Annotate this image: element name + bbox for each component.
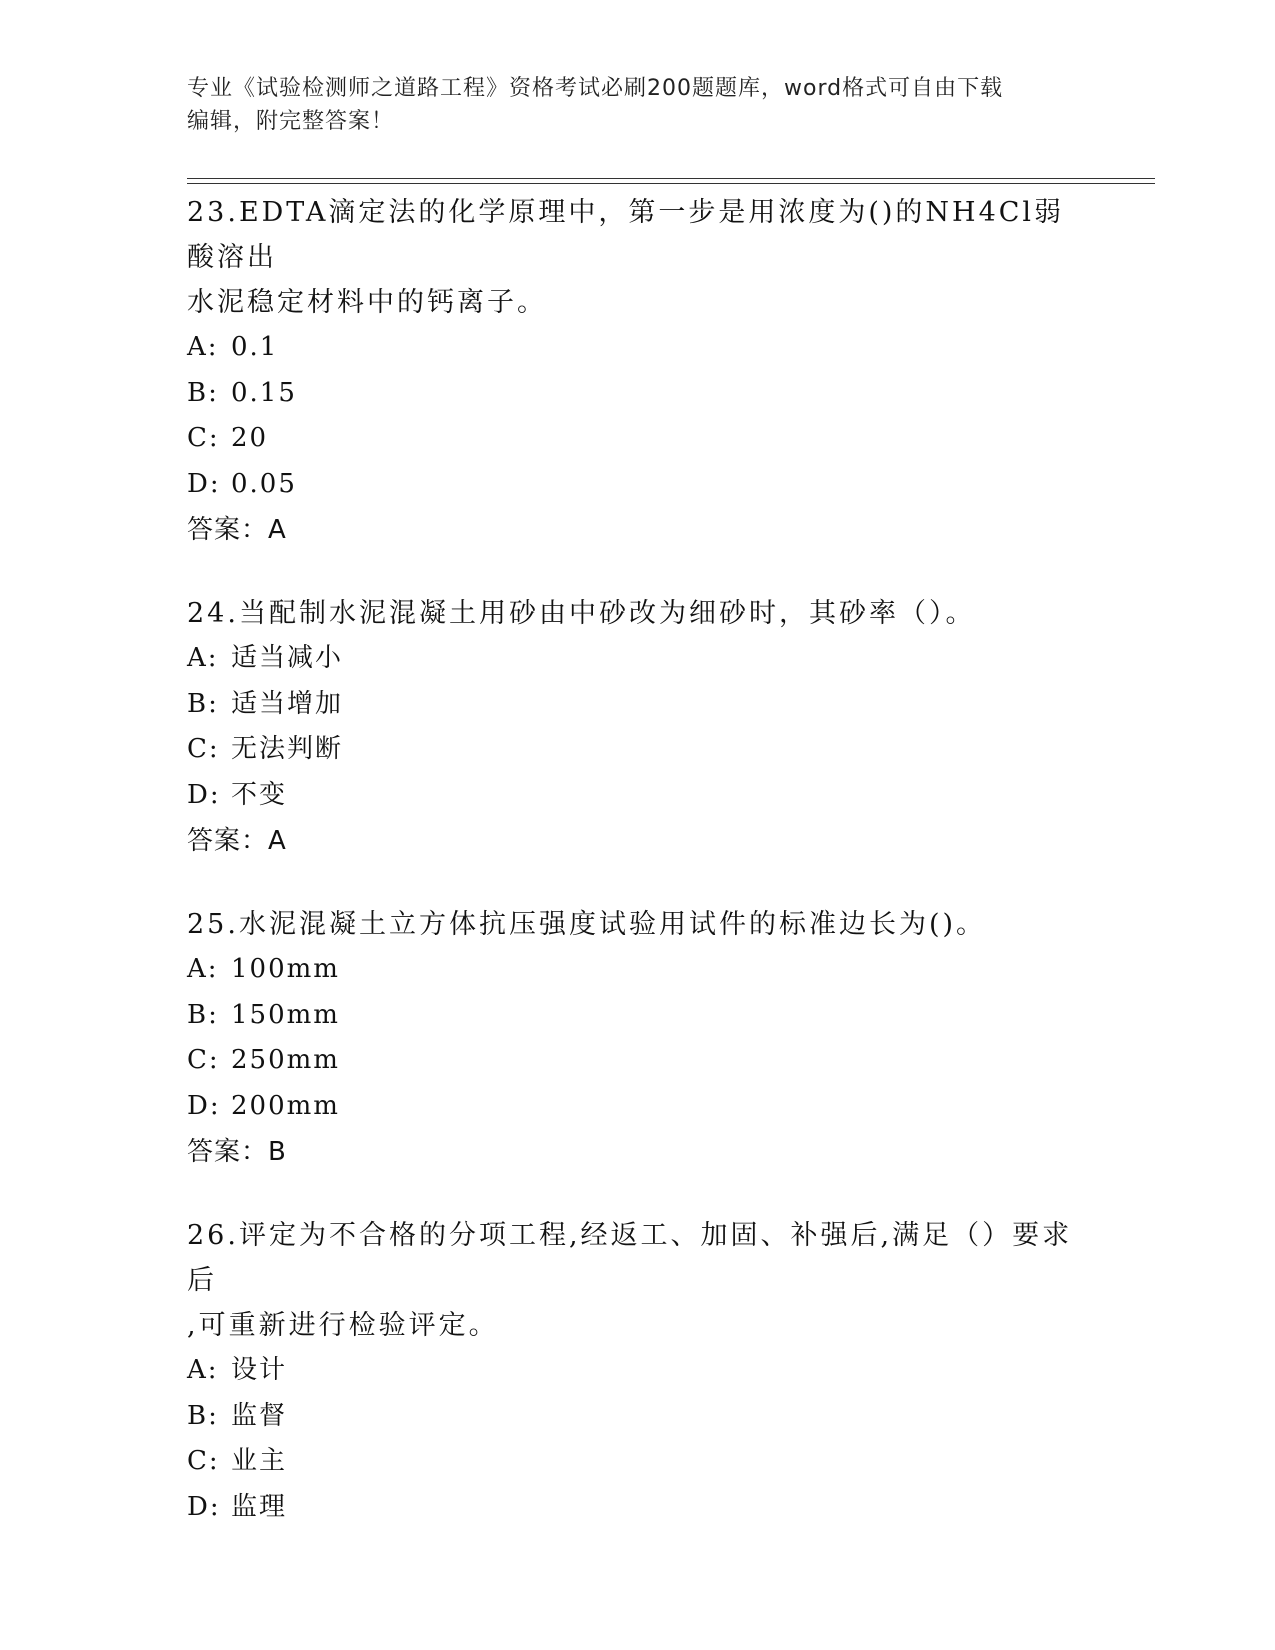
option-key: A: (187, 954, 219, 984)
option-value: 100mm (231, 954, 340, 984)
option-value: 监督 (231, 1400, 288, 1431)
question-26 (187, 1213, 1087, 1530)
option-value: 0.15 (231, 377, 297, 408)
option-b (187, 371, 1087, 417)
question-text-line-2: ,可重新进行检验评定。 (187, 1310, 499, 1341)
option-value: 0.05 (231, 468, 297, 499)
question-25 (187, 902, 1087, 1175)
option-d (187, 1485, 1087, 1531)
option-key: B: (187, 999, 219, 1030)
header-line-2: 编辑，附完整答案！ (187, 109, 395, 134)
option-key: D: (187, 1090, 221, 1121)
option-a (187, 1348, 1087, 1394)
option-value: 适当减小 (231, 643, 344, 673)
question-text-line-2: 水泥稳定材料中的钙离子。 (187, 287, 547, 318)
option-value: 250mm (231, 1045, 340, 1075)
option-key: A: (187, 332, 219, 362)
option-key: C: (187, 734, 220, 764)
option-value: 不变 (231, 779, 288, 810)
option-key: B: (187, 377, 219, 408)
option-value: 监理 (231, 1491, 288, 1522)
answer-line: 答案：A (187, 826, 287, 856)
option-value: 150mm (231, 999, 340, 1030)
option-b (187, 993, 1087, 1039)
option-value: 业主 (231, 1446, 288, 1476)
header-divider-top (187, 178, 1155, 179)
option-value: 20 (231, 423, 269, 453)
question-list (187, 190, 1087, 1568)
option-c (187, 416, 1087, 462)
option-value: 设计 (231, 1355, 288, 1385)
option-key: A: (187, 1355, 219, 1385)
option-value: 200mm (231, 1090, 340, 1121)
option-key: A: (187, 643, 219, 673)
option-key: B: (187, 1400, 219, 1431)
option-value: 适当增加 (231, 688, 344, 719)
option-key: D: (187, 1491, 221, 1522)
option-key: C: (187, 1045, 220, 1075)
question-text-line-1: 25.水泥混凝土立方体抗压强度试验用试件的标准边长为()。 (187, 909, 987, 940)
option-value: 0.1 (231, 332, 279, 362)
question-24 (187, 591, 1087, 864)
option-d (187, 462, 1087, 508)
answer-line: 答案：A (187, 515, 287, 545)
option-a (187, 636, 1087, 682)
question-text-line-1: 24.当配制水泥混凝土用砂由中砂改为细砂时，其砂率（）。 (187, 598, 976, 629)
header-line-1: 专业《试验检测师之道路工程》资格考试必刷200题题库，word格式可自由下载 (187, 76, 1004, 101)
document-header (187, 72, 1087, 138)
option-d (187, 773, 1087, 819)
answer-line: 答案：B (187, 1137, 287, 1167)
question-text-line-1: 26.评定为不合格的分项工程,经返工、加固、补强后,满足（）要求后 (187, 1220, 1073, 1296)
option-c (187, 1038, 1087, 1084)
option-key: C: (187, 423, 220, 453)
option-key: D: (187, 779, 221, 810)
option-key: C: (187, 1446, 220, 1476)
option-key: B: (187, 688, 219, 719)
option-a (187, 325, 1087, 371)
option-d (187, 1084, 1087, 1130)
option-a (187, 947, 1087, 993)
option-key: D: (187, 468, 221, 499)
option-c (187, 727, 1087, 773)
question-text-line-1: 23.EDTA滴定法的化学原理中，第一步是用浓度为()的NH4Cl弱酸溶出 (187, 197, 1065, 273)
option-b (187, 1394, 1087, 1440)
question-23 (187, 190, 1087, 553)
option-b (187, 682, 1087, 728)
header-divider-bottom (187, 183, 1155, 184)
option-c (187, 1439, 1087, 1485)
option-value: 无法判断 (231, 734, 344, 764)
